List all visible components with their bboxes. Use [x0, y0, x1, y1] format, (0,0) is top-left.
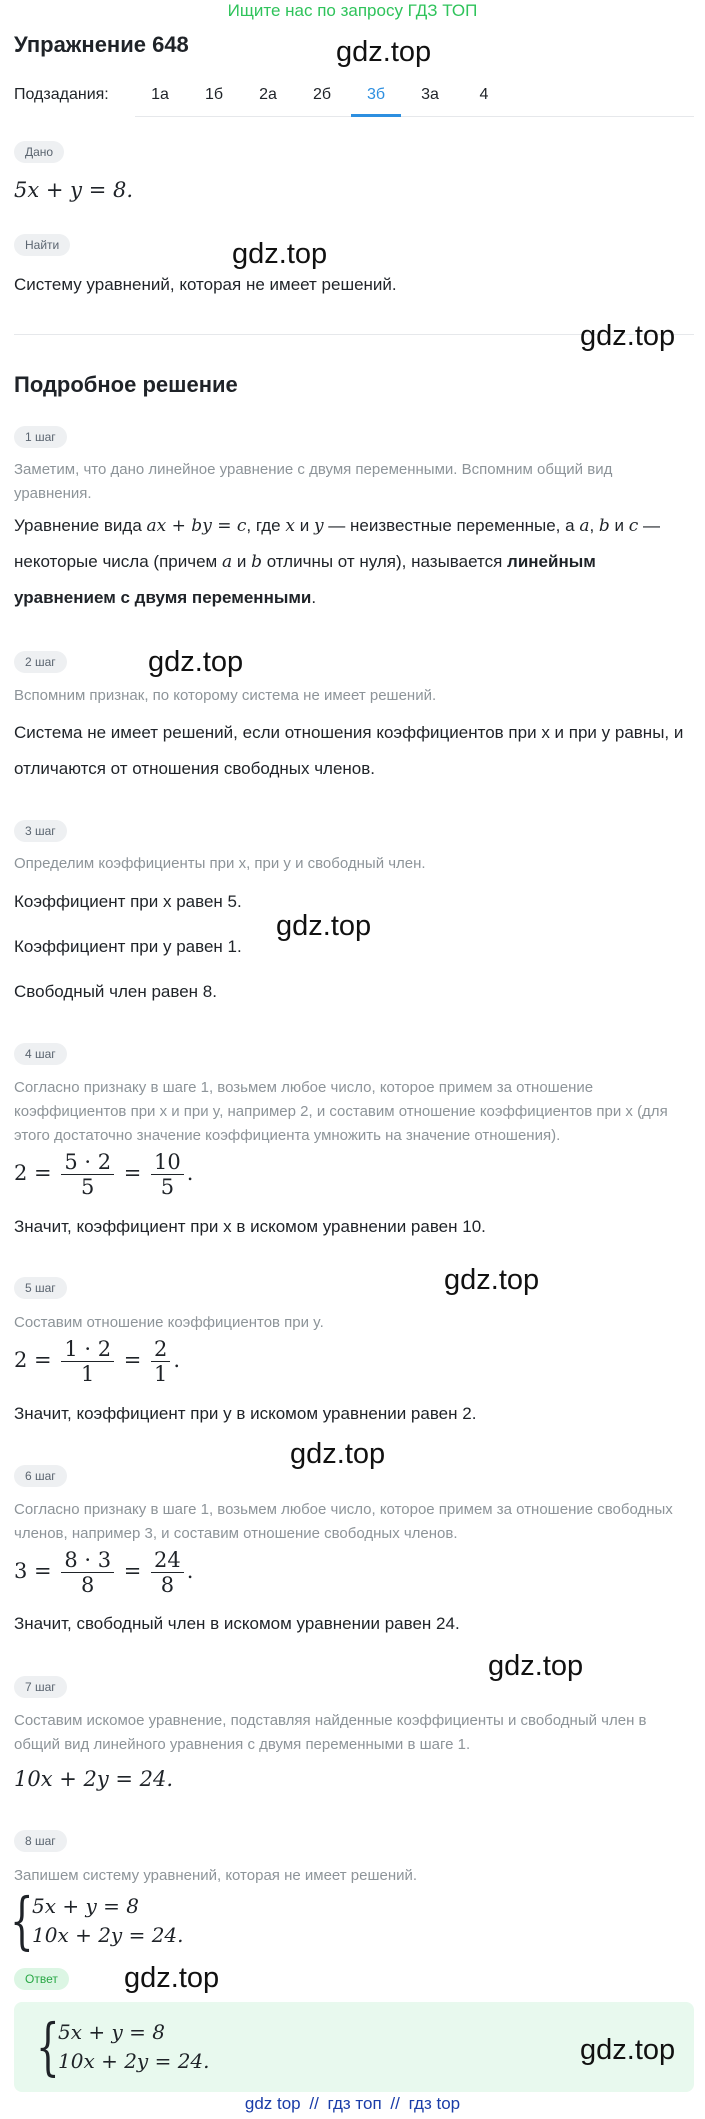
watermark: gdz.top: [488, 1650, 584, 1682]
tab-4[interactable]: 4: [479, 86, 489, 103]
solution-title: Подробное решение: [14, 372, 238, 397]
footer-separator: //: [390, 2094, 400, 2113]
step-3-line-2: Коэффициент при y равен 1.: [14, 937, 242, 956]
step-7-equation: 10x + 2y = 24.: [14, 1767, 174, 1791]
given-badge: Дано: [14, 141, 64, 163]
watermark: gdz.top: [290, 1438, 386, 1470]
search-banner: Ищите нас по запросу ГДЗ ТОП: [227, 1, 478, 20]
watermark: gdz.top: [124, 1962, 220, 1994]
fraction: $\frac{8 \cdot 3}{8}$: [61, 1548, 114, 1597]
step-1-hint: Заметим, что дано линейное уравнение с двумя переменными. Вспомним общий вид уравнения.: [14, 461, 613, 502]
step-6-equation: 3 = $\frac{8 \cdot 3}{8}$ = $\frac{24}{8}$ .: [14, 1548, 194, 1597]
step-3-hint: Определим коэффициенты при x, при y и свободный член.: [14, 855, 426, 872]
watermark: gdz.top: [148, 646, 244, 678]
step-7-badge: 7 шаг: [14, 1676, 67, 1698]
footer-link[interactable]: gdz top: [244, 2094, 301, 2113]
subtasks-row: [14, 80, 694, 116]
step-5-conclusion: Значит, коэффициент при y в искомом уравнении равен 2.: [14, 1404, 477, 1423]
footer-separator: //: [309, 2094, 319, 2113]
step-8-hint: Запишем систему уравнений, которая не имеет решений.: [14, 1867, 418, 1884]
given-equation: 5x + y = 8.: [14, 178, 133, 202]
tab-2b[interactable]: 2б: [312, 86, 332, 103]
step-1-badge: 1 шаг: [14, 426, 67, 448]
subtask-tabs: [135, 80, 694, 117]
step-3-line-3: Свободный член равен 8.: [14, 982, 217, 1001]
tab-1a[interactable]: 1а: [151, 86, 169, 103]
watermark: gdz.top: [444, 1264, 540, 1296]
watermark: gdz.top: [232, 238, 328, 270]
step-5-hint: Составим отношение коэффициентов при y.: [14, 1314, 324, 1331]
step-5-equation: 2 = $\frac{1 \cdot 2}{1}$ = $\frac{2}{1}$ .: [14, 1337, 181, 1386]
page-title: Упражнение 648: [14, 32, 189, 57]
step-1-text: Уравнение вида ax + by = c, где x и y — неизвестные переменные, а a, b и c — некоторые числа (причем a и b отличны от нуля), называется линейным уравнением с двумя переменными.: [14, 516, 661, 607]
tab-3a[interactable]: 3а: [421, 86, 439, 103]
watermark: gdz.top: [336, 36, 432, 68]
find-badge: Найти: [14, 234, 70, 256]
subtasks-label: Подзадания:: [14, 86, 109, 103]
find-text: Систему уравнений, которая не имеет решений.: [14, 275, 397, 294]
watermark: gdz.top: [580, 320, 676, 352]
step-4-hint: Согласно признаку в шаге 1, возьмем любое число, которое примем за отношение коэффициентов при x и при y, например 2, и составим отношение коэффициентов при x (для этого достаточно значение коэффициента умножить на значение отношения).: [14, 1079, 668, 1144]
step-7-hint: Составим искомое уравнение, подставляя найденные коэффициенты и свободный член в общий вид линейного уравнения с двумя переменными в шаге 1.: [14, 1712, 647, 1753]
step-4-equation: 2 = $\frac{5 \cdot 2}{5}$ = $\frac{10}{5}$ .: [14, 1150, 194, 1199]
step-4-conclusion: Значит, коэффициент при x в искомом уравнении равен 10.: [14, 1217, 486, 1236]
step-6-conclusion: Значит, свободный член в искомом уравнении равен 24.: [14, 1614, 460, 1633]
fraction: $\frac{2}{1}$: [151, 1337, 170, 1386]
footer-link[interactable]: гдз топ: [327, 2094, 382, 2113]
step-3-line-1: Коэффициент при x равен 5.: [14, 892, 242, 911]
answer-badge: Ответ: [14, 1968, 69, 1990]
step-3-badge: 3 шаг: [14, 820, 67, 842]
footer-links: [0, 2092, 705, 2116]
tab-1b[interactable]: 1б: [204, 86, 224, 103]
watermark: gdz.top: [276, 910, 372, 942]
fraction: $\frac{24}{8}$: [151, 1548, 184, 1597]
fraction: $\frac{5 \cdot 2}{5}$: [61, 1150, 114, 1199]
step-2-hint: Вспомним признак, по которому система не имеет решений.: [14, 687, 437, 704]
step-6-hint: Согласно признаку в шаге 1, возьмем любое число, которое примем за отношение свободных членов, например 3, и составим отношение свободных членов.: [14, 1501, 673, 1542]
step-2-text: Система не имеет решений, если отношения коэффициентов при x и при y равны, и отличаются от отношения свободных членов.: [14, 723, 684, 778]
tab-3b[interactable]: 3б: [351, 86, 401, 104]
fraction: $\frac{10}{5}$: [151, 1150, 184, 1199]
step-8-badge: 8 шаг: [14, 1830, 67, 1852]
tab-2a[interactable]: 2а: [259, 86, 277, 103]
footer-link[interactable]: гдз top: [408, 2094, 461, 2113]
step-4-badge: 4 шаг: [14, 1043, 67, 1065]
step-2-badge: 2 шаг: [14, 651, 67, 673]
watermark: gdz.top: [580, 2034, 676, 2066]
fraction: $\frac{1 \cdot 2}{1}$: [61, 1337, 114, 1386]
step-5-badge: 5 шаг: [14, 1277, 67, 1299]
brace: {: [36, 2010, 60, 2083]
answer-box: { 5x + y = 8 10x + 2y = 24.: [14, 2002, 694, 2092]
brace: {: [10, 1884, 34, 1957]
step-6-badge: 6 шаг: [14, 1465, 67, 1487]
